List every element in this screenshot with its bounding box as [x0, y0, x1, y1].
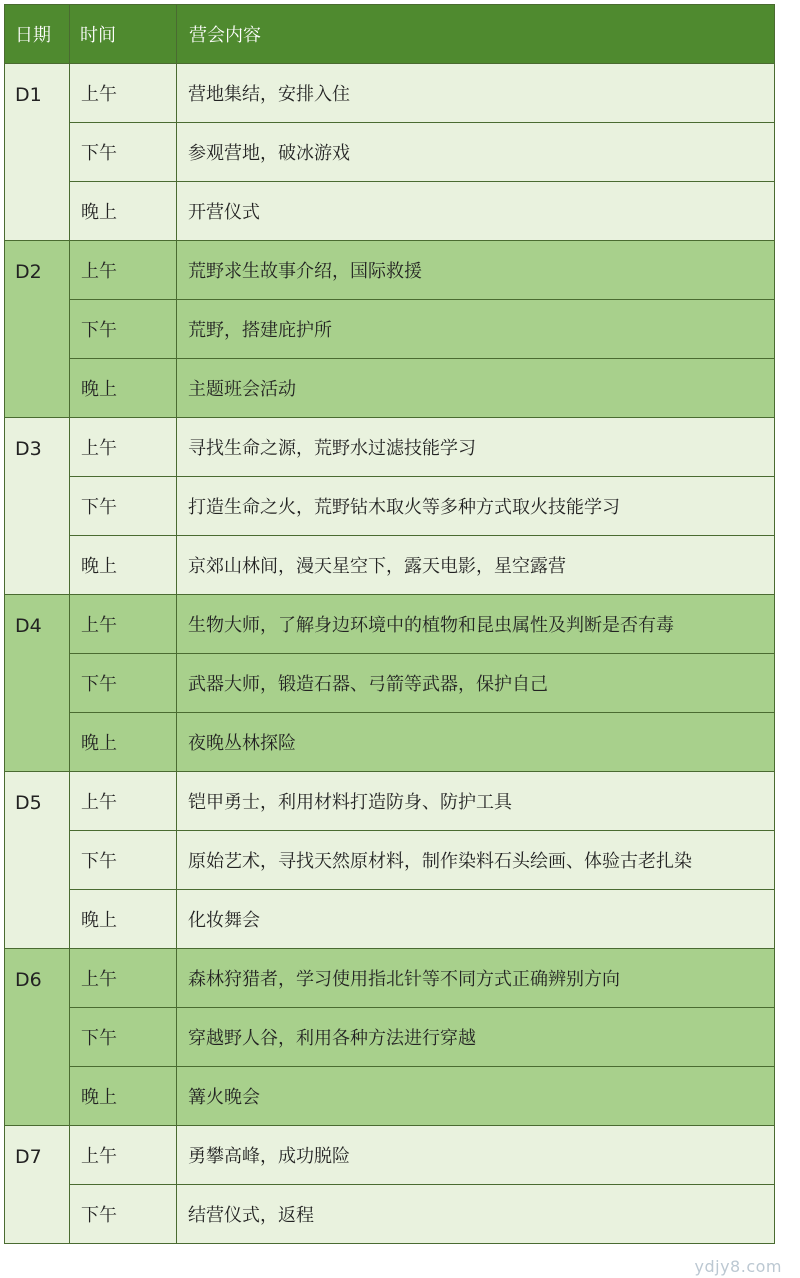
- table-row: [5, 949, 775, 1008]
- time-cell: 晚上: [70, 359, 177, 418]
- time-cell: 晚上: [70, 713, 177, 772]
- content-cell: 营地集结，安排入住: [177, 64, 775, 123]
- time-cell: 上午: [70, 595, 177, 654]
- time-cell: 下午: [70, 123, 177, 182]
- day-label: D3: [5, 418, 70, 595]
- content-cell: 京郊山林间，漫天星空下，露天电影，星空露营: [177, 536, 775, 595]
- time-cell: 下午: [70, 1008, 177, 1067]
- content-cell: 武器大师，锻造石器、弓箭等武器，保护自己: [177, 654, 775, 713]
- table-row: [5, 300, 775, 359]
- content-cell: 生物大师，了解身边环境中的植物和昆虫属性及判断是否有毒: [177, 595, 775, 654]
- content-cell: 原始艺术，寻找天然原材料，制作染料石头绘画、体验古老扎染: [177, 831, 775, 890]
- table-row: [5, 64, 775, 123]
- content-cell: 开营仪式: [177, 182, 775, 241]
- table-row: [5, 359, 775, 418]
- watermark: ydjy8.com: [694, 1257, 782, 1276]
- table-row: [5, 1008, 775, 1067]
- table-row: [5, 1067, 775, 1126]
- schedule-table: [4, 4, 775, 1244]
- table-row: [5, 713, 775, 772]
- time-cell: 上午: [70, 64, 177, 123]
- day-label: D4: [5, 595, 70, 772]
- time-cell: 晚上: [70, 536, 177, 595]
- table-row: [5, 831, 775, 890]
- time-cell: 上午: [70, 772, 177, 831]
- time-cell: 上午: [70, 949, 177, 1008]
- time-cell: 下午: [70, 300, 177, 359]
- table-row: [5, 1185, 775, 1244]
- day-group: [5, 64, 775, 241]
- content-cell: 穿越野人谷，利用各种方法进行穿越: [177, 1008, 775, 1067]
- day-label: D5: [5, 772, 70, 949]
- day-label: D2: [5, 241, 70, 418]
- table-row: [5, 595, 775, 654]
- table-row: [5, 123, 775, 182]
- content-cell: 参观营地，破冰游戏: [177, 123, 775, 182]
- day-group: [5, 595, 775, 772]
- time-cell: 下午: [70, 654, 177, 713]
- content-cell: 夜晚丛林探险: [177, 713, 775, 772]
- time-cell: 上午: [70, 241, 177, 300]
- content-cell: 荒野，搭建庇护所: [177, 300, 775, 359]
- content-cell: 勇攀高峰，成功脱险: [177, 1126, 775, 1185]
- table-row: [5, 1126, 775, 1185]
- time-cell: 下午: [70, 477, 177, 536]
- table-row: [5, 772, 775, 831]
- time-cell: 晚上: [70, 1067, 177, 1126]
- content-cell: 结营仪式，返程: [177, 1185, 775, 1244]
- content-cell: 寻找生命之源，荒野水过滤技能学习: [177, 418, 775, 477]
- table-row: [5, 182, 775, 241]
- content-cell: 篝火晚会: [177, 1067, 775, 1126]
- header-time: 时间: [70, 5, 177, 64]
- table-row: [5, 241, 775, 300]
- time-cell: 晚上: [70, 890, 177, 949]
- time-cell: 下午: [70, 831, 177, 890]
- day-group: [5, 1126, 775, 1244]
- header-content: 营会内容: [177, 5, 775, 64]
- table-row: [5, 477, 775, 536]
- table-row: [5, 654, 775, 713]
- content-cell: 荒野求生故事介绍，国际救援: [177, 241, 775, 300]
- day-label: D1: [5, 64, 70, 241]
- time-cell: 上午: [70, 1126, 177, 1185]
- table-row: [5, 890, 775, 949]
- content-cell: 打造生命之火，荒野钻木取火等多种方式取火技能学习: [177, 477, 775, 536]
- day-label: D7: [5, 1126, 70, 1244]
- content-cell: 化妆舞会: [177, 890, 775, 949]
- table-header: [5, 5, 775, 64]
- content-cell: 森林狩猎者，学习使用指北针等不同方式正确辨别方向: [177, 949, 775, 1008]
- table-row: [5, 418, 775, 477]
- time-cell: 下午: [70, 1185, 177, 1244]
- day-group: [5, 418, 775, 595]
- day-label: D6: [5, 949, 70, 1126]
- day-group: [5, 772, 775, 949]
- content-cell: 铠甲勇士，利用材料打造防身、防护工具: [177, 772, 775, 831]
- time-cell: 晚上: [70, 182, 177, 241]
- header-row: [5, 5, 775, 64]
- table-row: [5, 536, 775, 595]
- day-group: [5, 241, 775, 418]
- header-date: 日期: [5, 5, 70, 64]
- day-group: [5, 949, 775, 1126]
- content-cell: 主题班会活动: [177, 359, 775, 418]
- time-cell: 上午: [70, 418, 177, 477]
